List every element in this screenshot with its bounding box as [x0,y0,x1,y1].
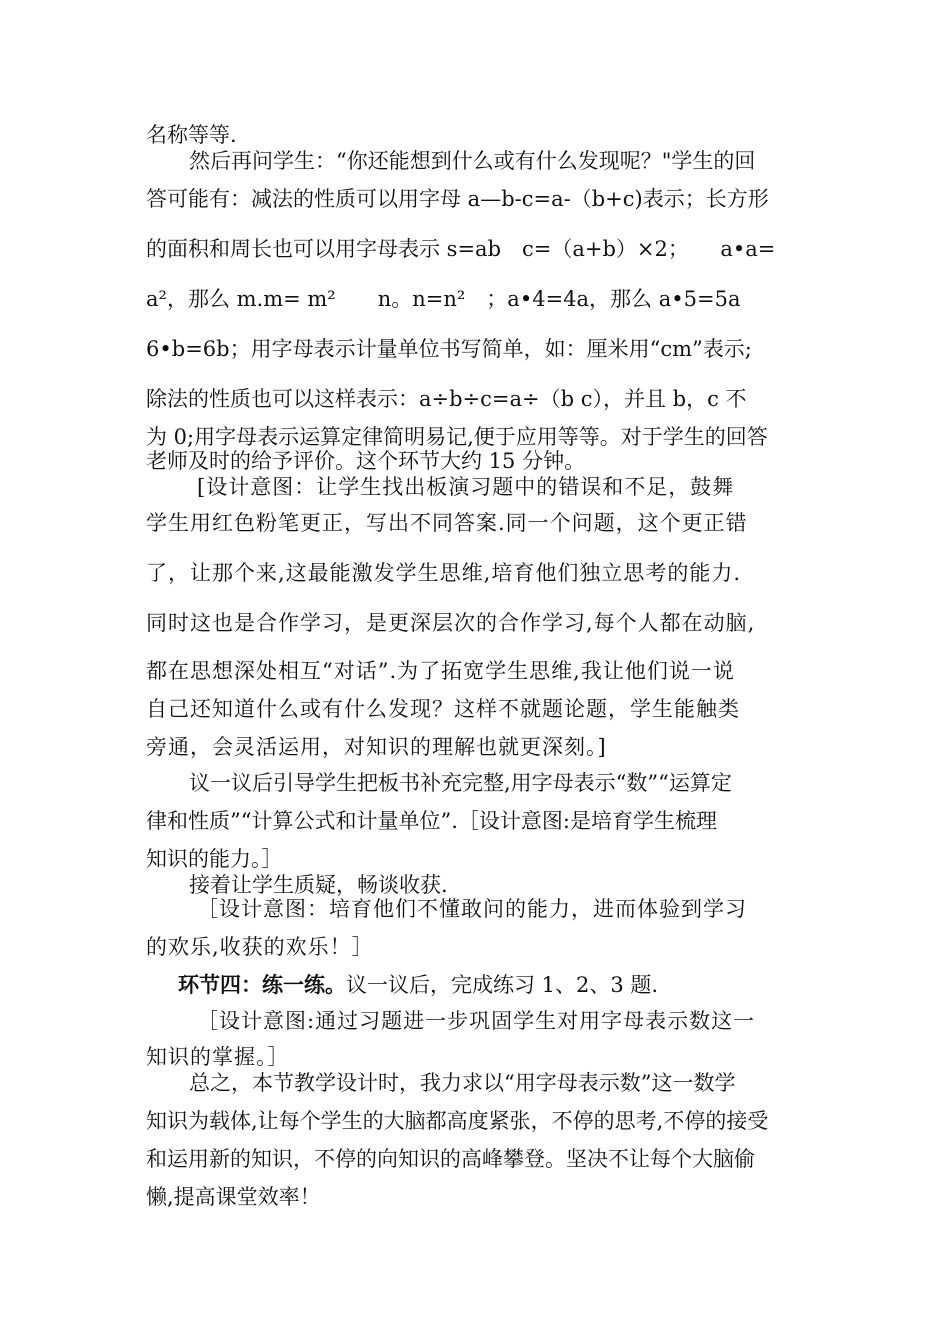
section-heading: 环节四：练一练。 [178,972,346,997]
paragraph-line: 和运用新的知识，不停的向知识的高峰攀登。坚决不让每个大脑偷 [146,1147,755,1171]
paragraph-line: 为 0;用字母表示运算定律简明易记,便于应用等等。对于学生的回答 [146,425,768,449]
paragraph-line: 然后再问学生：“你还能想到什么或有什么发现呢？"学生的回 [189,149,756,173]
paragraph-line: 知识为载体,让每个学生的大脑都高度紧张，不停的思考,不停的接受 [146,1109,769,1133]
design-intent-line: 的欢乐,收获的欢乐！］ [146,935,374,959]
formula-line: a²，那么 m.m= m² n。n=n² ；a•4=4a，那么 a•5=5a [146,287,741,311]
paragraph-line: 议一议后引导学生把板书补充完整,用字母表示“数”“运算定 [189,771,732,795]
paragraph-line: 律和性质”“计算公式和计量单位”.［设计意图:是培育学生梳理 [146,809,717,833]
design-intent-line: 知识的掌握。］ [146,1045,290,1069]
paragraph-line: 的面积和周长也可以用字母表示 s=ab c=（a+b）×2； a•a= [146,237,776,261]
design-intent-line: 旁通，会灵活运用，对知识的理解也就更深刻。] [146,735,607,759]
paragraph-line: 接着让学生质疑，畅谈收获. [189,873,448,897]
design-intent-line: 学生用红色粉笔更正，写出不同答案.同一个问题，这个更正错 [146,511,748,535]
paragraph-line: 答可能有：减法的性质可以用字母 a—b-c=a-（b+c)表示；长方形 [146,187,769,211]
paragraph-line: 除法的性质也可以这样表示：a÷b÷c=a÷（b c），并且 b，c 不 [146,387,747,411]
section-line [178,972,658,998]
paragraph-line: 老师及时的给予评价。这个环节大约 15 分钟。 [146,449,586,473]
design-intent-line: [设计意图：让学生找出板演习题中的错误和不足，鼓舞 [197,475,735,499]
design-intent-line: 了，让那个来,这最能激发学生思维,培育他们独立思考的能力. [146,561,742,585]
paragraph-line: 知识的能力。］ [146,847,283,871]
design-intent-line: 都在思想深处相互“对话”.为了拓宽学生思维,我让他们说一说 [146,659,735,683]
paragraph-line: 6•b=6b；用字母表示计量单位书写简单，如：厘米用“cm”表示; [146,337,752,361]
design-intent-line: ［设计意图:通过习题进一步巩固学生对用字母表示数这一 [197,1009,756,1033]
paragraph-line: 名称等等. [146,123,237,147]
section-text: 议一议后，完成练习 1、2、3 题. [346,973,659,997]
design-intent-line: ［设计意图：培育他们不懂敢问的能力，进而体验到学习 [197,897,747,921]
design-intent-line: 自己还知道什么或有什么发现？这样不就题论题，学生能触类 [146,697,740,721]
paragraph-line: 懒,提高课堂效率！ [146,1185,321,1209]
design-intent-line: 同时这也是合作学习，是更深层次的合作学习,每个人都在动脑, [146,611,756,635]
paragraph-line: 总之，本节教学设计时，我力求以“用字母表示数”这一数学 [189,1071,736,1095]
